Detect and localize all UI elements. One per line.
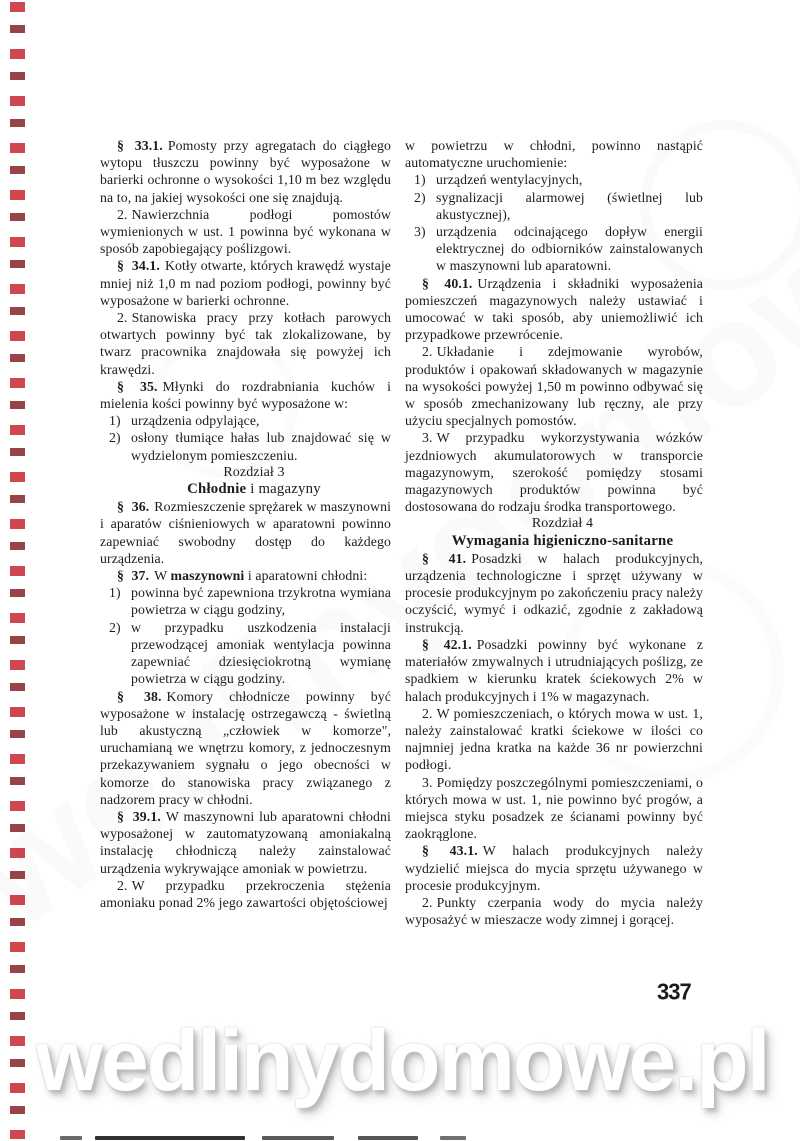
paragraph-text: W pomieszczeniach, o których mowa w ust. 1, należy zainstalować kratki ściekowe w ilości co najmniej jedna kratka na każde 36 nr powierzchni podłogi. [405, 705, 703, 773]
paragraph-36 [100, 498, 391, 567]
paragraph-text: W halach produkcyjnych należy wydzielić miejsca do mycia sprzętu używanego w procesie produkcyjnym. [405, 843, 703, 893]
paragraph-34-2 [100, 309, 391, 378]
paragraph-33-1 [100, 137, 391, 206]
list-item [100, 412, 391, 429]
item-number: 3. [422, 774, 433, 790]
section-marker: § 33.1. [117, 138, 163, 153]
paragraph-37 [100, 567, 391, 584]
chapter-title-3 [100, 481, 391, 498]
scan-edge-bottom-mark [262, 1136, 334, 1140]
section-marker: § 37. [117, 568, 150, 584]
right-column [405, 137, 703, 928]
paragraph-40-2 [405, 343, 703, 429]
paragraph-43-1 [405, 842, 703, 894]
section-marker: § 42.1. [422, 636, 472, 652]
paragraph-39-2 [100, 877, 391, 911]
section-marker: § 41. [422, 550, 467, 566]
item-number: 2. [422, 705, 433, 721]
section-marker: § 35. [117, 378, 158, 394]
list-number: 2) [109, 619, 121, 635]
paragraph-42-1 [405, 636, 703, 705]
list-item [405, 171, 703, 188]
paragraph-text: Urządzenia i składniki wyposażenia pomieszczeń magazynowych należy ustawiać i umocować w taki sposób, aby uniemożliwić ich przypadkowe przewrócenie. [405, 275, 703, 343]
paragraph-text: Punkty czerpania wody do mycia należy wyposażyć w mieszacze wody zimnej i gorącej. [405, 894, 703, 928]
paragraph-text: Młynki do rozdrabniania kuchów i mielenia kości powinny być wyposażone w: [100, 378, 392, 412]
item-number: 2. [422, 894, 433, 910]
paragraph-39-1 [100, 808, 391, 877]
paragraph-text: Komory chłodnicze powinny być wyposażone w instalację ostrzegawczą - świetlną lub akustyczną „człowiek w komorze", uruchamianą we wnętrzu komory, z jednoczesnym przekazywaniem sygnału o jego obecności w komorze do stanowiska pracy związanego z nadzorem pracy w chłodni. [100, 688, 392, 807]
paragraph-42-2 [405, 705, 703, 774]
paragraph-40-3 [405, 429, 703, 515]
list-item-text: sygnalizacji alarmowej (świetlnej lub akustycznej), [436, 189, 703, 222]
list-number: 2) [109, 430, 121, 446]
paragraph-text: W przypadku przekroczenia stężenia amoniaku ponad 2% jego zawartości objętościowej [100, 877, 391, 910]
chapter-title-rest: i magazyny [246, 481, 321, 498]
section-marker: § 40.1. [422, 275, 473, 291]
list-item-text: osłony tłumiące hałas lub znajdować się w wydzielonym pomieszczeniu. [131, 430, 391, 463]
paragraph-43-2 [405, 894, 703, 928]
list-item [100, 619, 391, 688]
list-number: 1) [414, 172, 426, 188]
chapter-title-bold: Chłodnie [187, 481, 247, 498]
left-column [100, 137, 391, 911]
scan-edge-bottom-mark [358, 1136, 418, 1140]
list-item [405, 223, 703, 275]
paragraph-text-bold: maszynowni [170, 568, 245, 584]
chapter-heading-3: Rozdział 3 [223, 464, 285, 480]
paragraph-text: W maszynowni lub aparatowni chłodni wyposażonej w zautomatyzowaną amoniakalną instalację chłodniczą należy zainstalować urządzenia wykrywające amoniak w powietrzu. [100, 808, 391, 876]
paragraph-text: Kotły otwarte, których krawędź wystaje mniej niż 1,0 m nad poziom podłogi, powinny być wyposażone w barierki ochronne. [100, 258, 391, 308]
paragraph-35 [100, 378, 391, 412]
paragraph-text: Rozmieszczenie sprężarek w maszynowni i aparatów ciśnieniowych w aparatowni powinno zapewniać swobodny dostęp do każdego urządzenia. [100, 499, 392, 566]
chapter-title-4: Wymagania higieniczno-sanitarne [451, 532, 674, 549]
paragraph-40-1 [405, 275, 703, 344]
bottom-watermark: wedlinydomowe.pl [36, 1013, 769, 1109]
paragraph-text: W [154, 568, 171, 584]
section-marker: § 38. [117, 688, 162, 704]
item-number: 3. [422, 430, 433, 446]
scan-edge-bottom-mark [60, 1136, 82, 1140]
paragraph-38 [100, 688, 391, 808]
paragraph-text: Posadzki w halach produkcyjnych, urządzenia technologiczne i sprzęt używany w procesie produkcyjnym po zakończeniu pracy należy oczyścić, wymyć i odkazić, zgodnie z zakładową instrukcją. [405, 550, 703, 635]
paragraph-text: Nawierzchnia podłogi pomostów wymienionych w ust. 1 powinna być wykonana w sposób zapobiegający poślizgowi. [100, 206, 391, 257]
chapter-heading-4: Rozdział 4 [531, 516, 594, 532]
list-item-text: urządzeń wentylacyjnych, [436, 172, 583, 188]
list-item-text: w przypadku uszkodzenia instalacji przewodzącej amoniak wentylacja powinna zapewniać dziesięciokrotną wymianę powietrza w ciągu godziny. [131, 619, 391, 687]
paragraph-text: Stanowiska pracy przy kotłach parowych otwartych powinny być tak zlokalizowane, by twarz pracownika znajdowała się powyżej ich krawędzi. [100, 310, 391, 377]
list-item-text: urządzenia odpylające, [131, 413, 260, 429]
list-number: 1) [109, 585, 121, 601]
item-number: 2. [117, 206, 128, 222]
paragraph-text: Pomosty przy agregatach do ciągłego wytopu tłuszczu powinny być wyposażone w barierki ochronne o wysokości 1,10 m bez względu na to, na jakiej wysokości one się znajdują. [100, 138, 391, 205]
paragraph-42-3 [405, 774, 703, 843]
list-item [100, 429, 391, 463]
list-number: 2) [414, 189, 426, 205]
section-marker: § 34.1. [117, 258, 160, 274]
list-item [100, 584, 391, 618]
scan-edge-bottom-mark [95, 1136, 245, 1140]
page-number: 337 [657, 978, 691, 1005]
paragraph-text: i aparatowni chłodni: [244, 568, 368, 584]
list-item-text: urządzenia odcinającego dopływ energii elektrycznej do odbiorników zainstalowanych w maszynowni lub aparatowni. [436, 224, 703, 274]
scan-edge-bottom-mark [440, 1136, 466, 1140]
list-item-text: powinna być zapewniona trzykrotna wymiana powietrza w ciągu godziny, [131, 585, 391, 618]
paragraph-41 [405, 550, 703, 636]
paragraph-text: W przypadku wykorzystywania wózków jezdniowych akumulatorowych w transporcie magazynowym, szerokość pomiędzy stosami magazynowych produktów powinna być dostosowana do rodzaju środka transportowego. [405, 430, 703, 515]
scan-edge-red-marks [10, 2, 25, 1139]
list-number: 3) [414, 224, 426, 240]
list-item [405, 189, 703, 223]
paragraph-33-2 [100, 206, 391, 258]
item-number: 2. [422, 344, 433, 360]
section-marker: § 43.1. [422, 843, 478, 859]
paragraph-text: Pomiędzy poszczególnymi pomieszczeniami, o których mowa w ust. 1, nie powinno być progów, a miejsca styku posadzek ze ścianami powinny być zaokrąglone. [405, 774, 703, 842]
paragraph-text: Posadzki powinny być wykonane z materiałów zmywalnych i utrudniających poślizg, ze spadkiem w kierunku kratek ściekowych 2% w halach produkcyjnych i 1% w magazynach. [405, 636, 703, 704]
list-number: 1) [109, 413, 121, 429]
paragraph-34-1 [100, 257, 391, 309]
paragraph-text: Układanie i zdejmowanie wyrobów, produktów i opakowań składowanych w magazynie na wysokości powyżej 1,50 m powinno odbywać się w sposób zmechanizowany lub ręczny, ale przy użyciu specjalnych pomostów. [405, 344, 703, 429]
section-marker: § 36. [117, 499, 150, 515]
item-number: 2. [117, 310, 128, 326]
section-marker: § 39.1. [117, 808, 161, 824]
paragraph-39-2-continued: w powietrzu w chłodni, powinno nastąpić automatyczne uruchomienie: [405, 138, 703, 171]
item-number: 2. [117, 877, 128, 893]
